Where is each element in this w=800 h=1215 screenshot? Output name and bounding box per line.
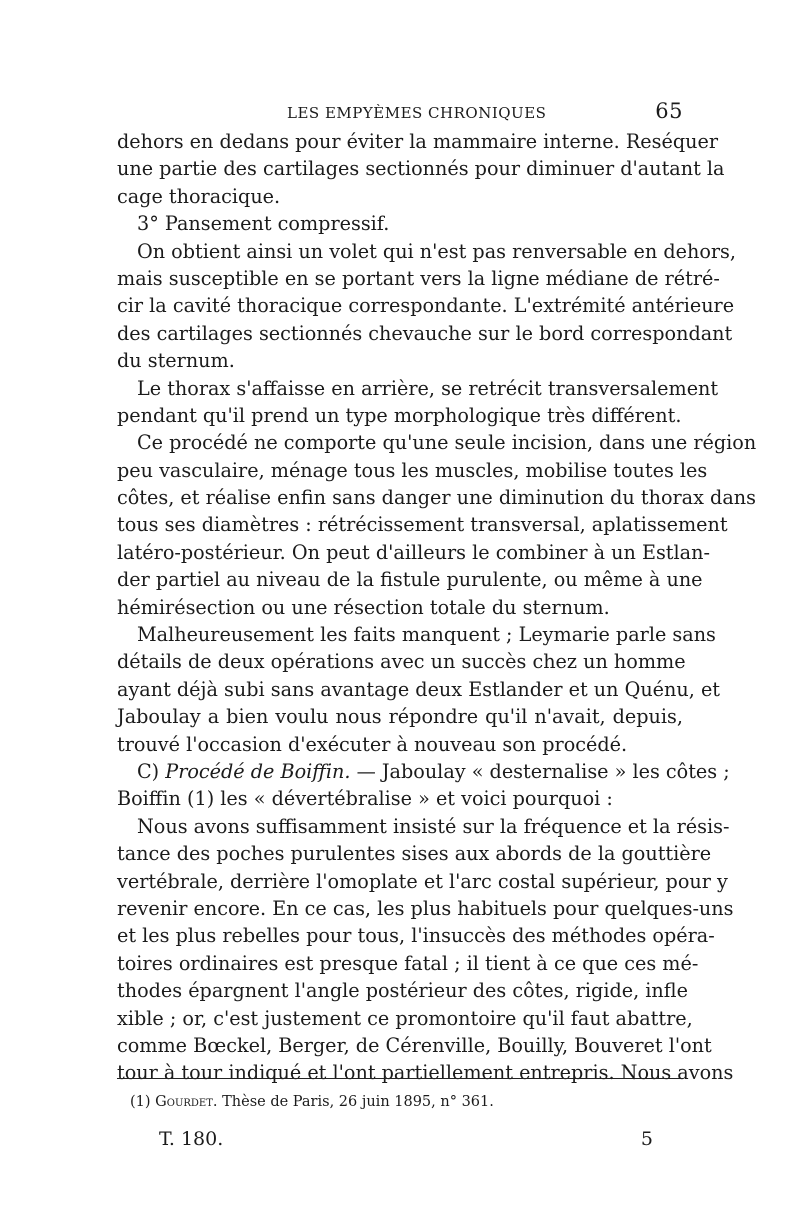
text-line: Ce procédé ne comporte qu'une seule incision, dans une région xyxy=(137,431,757,455)
text-line: xible ; or, c'est justement ce promontoire qu'il faut abattre, xyxy=(117,1006,693,1030)
text-line: hémirésection ou une résection totale du sternum. xyxy=(117,595,610,619)
text-line: Boiffin (1) les « dévertébralise » et voici pourquoi : xyxy=(117,787,613,811)
text-line: cir la cavité thoracique correspondante. L'extrémité antérieure xyxy=(117,294,735,318)
signature-number: 5 xyxy=(640,1128,653,1150)
text-line: pendant qu'il prend un type morphologique très différent. xyxy=(117,403,682,427)
text-line: ayant déjà subi sans avantage deux Estlander et un Quénu, et xyxy=(117,677,721,701)
text-line: comme Bœckel, Berger, de Cérenville, Bouilly, Bouveret l'ont xyxy=(117,1033,712,1057)
text-line: peu vasculaire, ménage tous les muscles, mobilise toutes les xyxy=(117,458,708,482)
line-text: — Jaboulay « desternalise » les côtes ; xyxy=(350,759,730,783)
text-line: Jaboulay a bien voulu nous répondre qu'il n'avait, depuis, xyxy=(117,705,683,729)
text-line: une partie des cartilages sectionnés pour diminuer d'autant la xyxy=(117,157,725,181)
text-line: toires ordinaires est presque fatal ; il tient à ce que ces mé- xyxy=(117,951,699,975)
text-line: mais susceptible en se portant vers la ligne médiane de rétré- xyxy=(117,266,720,290)
signature-mark: T. 180. xyxy=(159,1128,224,1150)
text-line: Nous avons suffisamment insisté sur la fréquence et la résis- xyxy=(137,814,730,838)
text-line: revenir encore. En ce cas, les plus habituels pour quelques-uns xyxy=(117,896,734,920)
footnote xyxy=(130,1094,494,1110)
text-line: Malheureusement les faits manquent ; Leymarie parle sans xyxy=(137,623,716,647)
text-line: tance des poches purulentes sises aux abords de la gouttière xyxy=(117,842,712,866)
text-line: détails de deux opérations avec un succès chez un homme xyxy=(117,650,686,674)
text-line: Le thorax s'affaisse en arrière, se retrécit transversalement xyxy=(137,376,719,400)
text-line: côtes, et réalise enfin sans danger une diminution du thorax dans xyxy=(117,486,756,510)
text-line: der partiel au niveau de la fistule purulente, ou même à une xyxy=(117,568,703,592)
footnote-author: Gourdet. xyxy=(155,1094,218,1110)
running-header xyxy=(117,98,683,128)
footnote-rule xyxy=(117,1078,683,1079)
text-line: cage thoracique. xyxy=(117,184,281,208)
footnote-marker: (1) xyxy=(130,1094,151,1110)
text-line: tour à tour indiqué et l'ont partiellement entrepris. Nous avons xyxy=(117,1061,734,1085)
text-line: des cartilages sectionnés chevauche sur le bord correspondant xyxy=(117,321,733,345)
text-line: thodes épargnent l'angle postérieur des côtes, rigide, infle xyxy=(117,979,688,1003)
page-number: 65 xyxy=(655,99,683,123)
text-line: et les plus rebelles pour tous, l'insuccès des méthodes opéra- xyxy=(117,924,715,948)
text-line: du sternum. xyxy=(117,349,235,373)
text-line: 3° Pansement compressif. xyxy=(137,212,390,236)
text-line: dehors en dedans pour éviter la mammaire interne. Reséquer xyxy=(117,130,718,153)
text-line: latéro-postérieur. On peut d'ailleurs le combiner à un Estlan- xyxy=(117,540,710,564)
text-line: On obtient ainsi un volet qui n'est pas renversable en dehors, xyxy=(137,239,736,263)
body-text xyxy=(117,128,757,1087)
text-line: trouvé l'occasion d'exécuter à nouveau son procédé. xyxy=(117,732,628,756)
text-line: tous ses diamètres : rétrécissement transversal, aplatissement xyxy=(117,513,728,537)
section-title: Procédé de Boiffin. xyxy=(165,759,351,783)
text-line: vertébrale, derrière l'omoplate et l'arc costal supérieur, pour y xyxy=(117,869,728,893)
running-title: LES EMPYÈMES CHRONIQUES xyxy=(287,104,547,122)
footnote-text: Thèse de Paris, 26 juin 1895, n° 361. xyxy=(217,1094,494,1110)
section-label: C) xyxy=(137,759,166,783)
text-line xyxy=(117,758,730,785)
